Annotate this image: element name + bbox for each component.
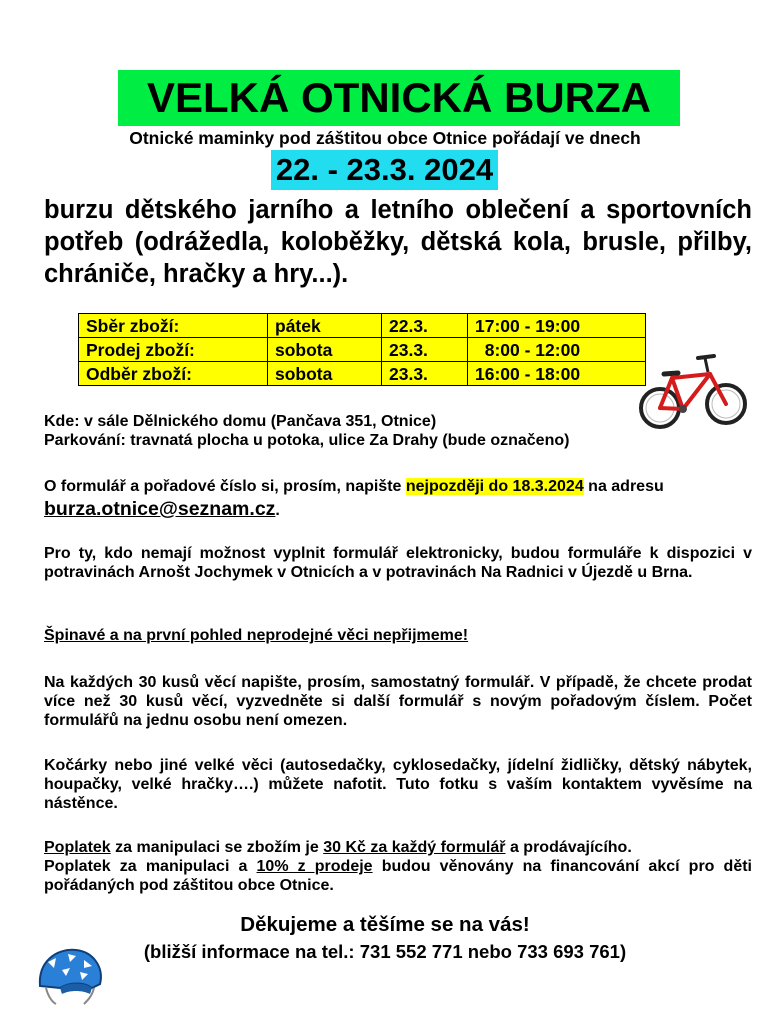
thanks-line: Děkujeme a těšíme se na vás! [240, 913, 530, 936]
fee-amount: 30 Kč za každý formulář [323, 839, 506, 856]
event-dates: 22. - 23.3. 2024 [271, 150, 498, 190]
fee-text: za manipulaci se zbožím je [110, 839, 324, 856]
fee-text: a prodávajícího. [505, 839, 632, 856]
organizer-line: Otnické maminky pod záštitou obce Otnice pořádají ve dnech [129, 128, 641, 148]
schedule-date: 23.3. [382, 362, 468, 386]
helmet-icon [34, 942, 106, 1006]
form-request-text: na adresu [583, 478, 664, 495]
event-description: burzu dětského jarního a letního oblečení a sportovních potřeb (odrážedla, koloběžky, dětská kola, brusle, přilby, chrániče, hračky a hry...). [44, 196, 752, 288]
fee-label: Poplatek [44, 839, 111, 856]
fee-text: Poplatek za manipulaci a [44, 858, 257, 875]
schedule-row-collection [79, 314, 646, 338]
form-request-end: . [275, 502, 280, 519]
schedule-activity: Odběr zboží: [79, 362, 268, 386]
parking-line: Parkování: travnatá plocha u potoka, ulice Za Drahy (bude označeno) [44, 432, 570, 449]
schedule-time: 8:00 - 12:00 [468, 338, 646, 362]
fees-info [44, 838, 752, 895]
email-link[interactable]: burza.otnice@seznam.cz [44, 498, 276, 520]
schedule-day: pátek [268, 314, 382, 338]
items-rule: Na každých 30 kusů věcí napište, prosím, samostatný formulář. V případě, že chcete prodat více než 30 kusů věcí, vyzvedněte si další formulář s novým pořadovým číslem. Počet formulářů na jednu osobu není omezen. [44, 674, 752, 729]
location-line: Kde: v sále Dělnického domu (Pančava 351, Otnice) [44, 413, 437, 430]
fee-percent: 10% z prodeje [256, 858, 373, 875]
schedule-activity: Sběr zboží: [79, 314, 268, 338]
schedule-row-pickup [79, 362, 646, 386]
schedule-row-sale [79, 338, 646, 362]
deadline-highlight: nejpozději do 18.3.2024 [405, 478, 584, 495]
paper-forms-info: Pro ty, kdo nemají možnost vyplnit formulář elektronicky, budou formuláře k dispozici v potravinách Arnošt Jochymek v Otnicích a v potravinách Na Radnici v Újezdě u Brna. [44, 545, 752, 581]
schedule-table [78, 313, 646, 386]
schedule-time: 16:00 - 18:00 [468, 362, 646, 386]
warning-line: Špinavé a na první pohled neprodejné věci nepřijmeme! [44, 627, 469, 644]
schedule-date: 22.3. [382, 314, 468, 338]
large-items-info: Kočárky nebo jiné velké věci (autosedačky, cyklosedačky, jídelní židličky, dětský nábytek, houpačky, velké hračky….) můžete nafotit. Tuto fotku s vaším kontaktem vyvěsíme na nástěnce. [44, 757, 752, 812]
schedule-day: sobota [268, 362, 382, 386]
form-request-text: O formulář a pořadové číslo si, prosím, napište [44, 478, 406, 495]
form-request [44, 476, 752, 522]
schedule-time: 17:00 - 19:00 [468, 314, 646, 338]
fee-text: budou věnovány na financování akcí pro děti pořádaných pod záštitou obce Otnice. [44, 858, 753, 894]
poster-title: VELKÁ OTNICKÁ BURZA [118, 70, 680, 126]
schedule-date: 23.3. [382, 338, 468, 362]
contact-line: (bližší informace na tel.: 731 552 771 nebo 733 693 761) [143, 941, 627, 962]
schedule-activity: Prodej zboží: [79, 338, 268, 362]
schedule-day: sobota [268, 338, 382, 362]
